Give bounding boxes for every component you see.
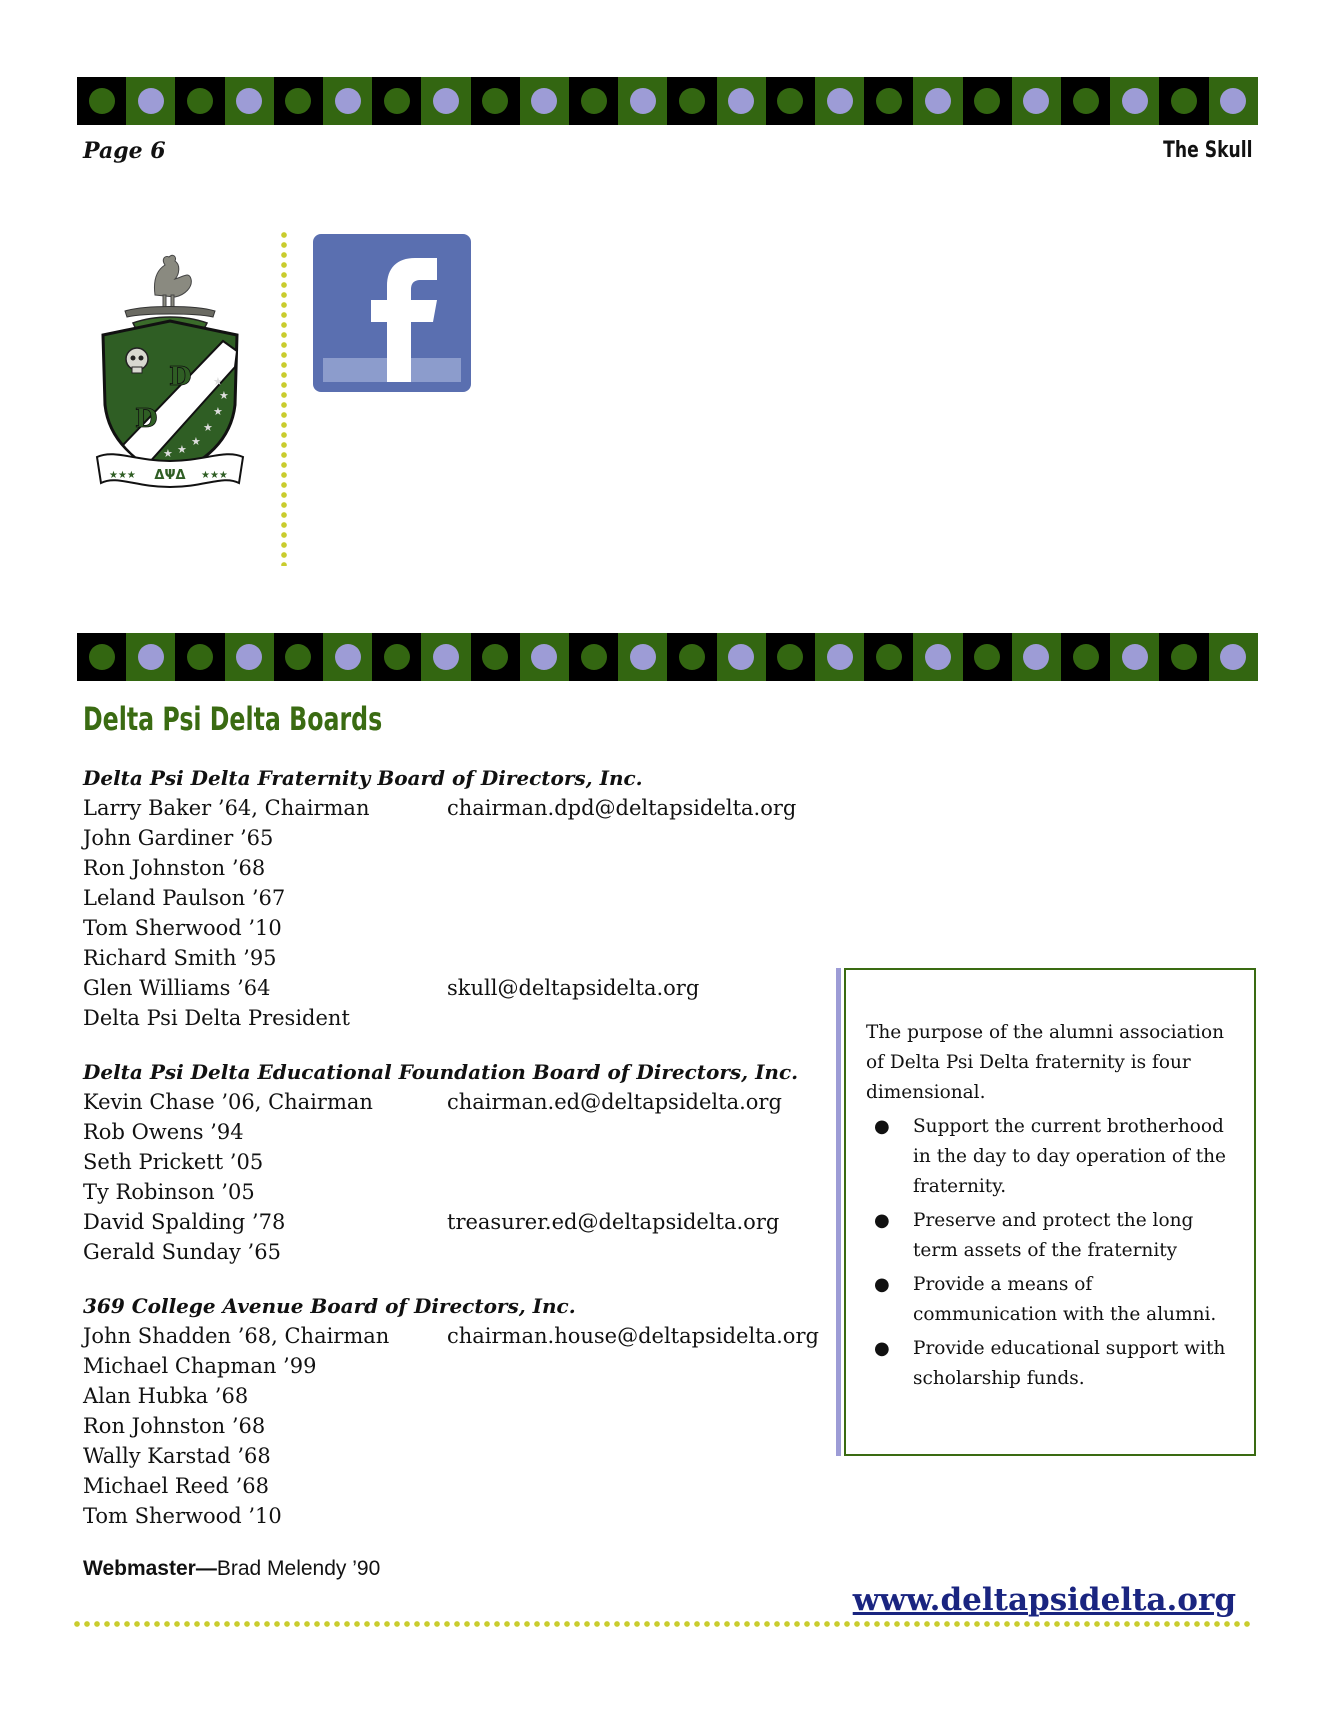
- member-row: [83, 1207, 843, 1237]
- band-dot-icon: [876, 88, 902, 114]
- purpose-box-frame: [844, 968, 1256, 1456]
- band-dot-icon: [433, 644, 459, 670]
- svg-text:★: ★: [213, 375, 223, 388]
- band-cell: [1012, 633, 1061, 681]
- band-cell: [372, 77, 421, 125]
- band-dot-icon: [974, 88, 1000, 114]
- band-cell: [126, 633, 175, 681]
- member-row: [83, 1471, 843, 1501]
- band-cell: [864, 633, 913, 681]
- band-cell: [323, 77, 372, 125]
- purpose-item-text: Provide a means of communication with the alumni.: [913, 1274, 1217, 1325]
- board-title: Delta Psi Delta Fraternity Board of Directors, Inc.: [83, 766, 643, 790]
- member-row: [83, 913, 843, 943]
- board-title: 369 College Avenue Board of Directors, Inc.: [83, 1294, 576, 1318]
- band-cell: [372, 633, 421, 681]
- member-name: Richard Smith ’95: [83, 946, 277, 970]
- band-dot-icon: [728, 644, 754, 670]
- band-cell: [1012, 77, 1061, 125]
- band-dot-icon: [1073, 88, 1099, 114]
- band-dot-icon: [777, 644, 803, 670]
- member-name: Ty Robinson ’05: [83, 1180, 255, 1204]
- vertical-dotted-divider: [280, 230, 288, 566]
- member-row: [83, 1321, 843, 1351]
- band-cell: [471, 77, 520, 125]
- band-cell: [1110, 633, 1159, 681]
- band-cell: [963, 633, 1012, 681]
- member-email[interactable]: chairman.ed@deltapsidelta.org: [447, 1090, 782, 1114]
- band-dot-icon: [335, 644, 361, 670]
- band-dot-icon: [1023, 644, 1049, 670]
- band-cell: [1209, 633, 1258, 681]
- band-cell: [421, 77, 470, 125]
- band-cell: [963, 77, 1012, 125]
- band-cell: [815, 633, 864, 681]
- member-name: Tom Sherwood ’10: [83, 1504, 282, 1528]
- band-dot-icon: [531, 88, 557, 114]
- member-name: John Shadden ’68, Chairman: [83, 1324, 390, 1348]
- bullet-icon: ●: [874, 1116, 890, 1137]
- band-cell: [421, 633, 470, 681]
- band-cell: [274, 77, 323, 125]
- svg-text:★: ★: [191, 435, 201, 448]
- bullet-icon: ●: [874, 1274, 890, 1295]
- band-cell: [717, 77, 766, 125]
- band-dot-icon: [876, 644, 902, 670]
- member-name: John Gardiner ’65: [83, 826, 274, 850]
- band-dot-icon: [482, 88, 508, 114]
- band-cell: [175, 633, 224, 681]
- member-row: [83, 1147, 843, 1177]
- member-name: Rob Owens ’94: [83, 1120, 244, 1144]
- member-row: [83, 1117, 843, 1147]
- member-row: [83, 1441, 843, 1471]
- board-spacer: [83, 1033, 843, 1057]
- band-dot-icon: [679, 88, 705, 114]
- band-dot-icon: [433, 88, 459, 114]
- band-cell: [864, 77, 913, 125]
- member-row: [83, 1351, 843, 1381]
- board-title: Delta Psi Delta Educational Foundation Board of Directors, Inc.: [83, 1060, 799, 1084]
- band-dot-icon: [138, 644, 164, 670]
- member-row: [83, 1087, 843, 1117]
- band-dot-icon: [925, 88, 951, 114]
- svg-text:★: ★: [213, 405, 223, 418]
- purpose-item-text: Preserve and protect the long term assets of the fraternity: [913, 1210, 1194, 1261]
- member-name: David Spalding ’78: [83, 1210, 286, 1234]
- band-dot-icon: [679, 644, 705, 670]
- band-cell: [913, 633, 962, 681]
- purpose-item-text: Support the current brotherhood in the day to day operation of the fraternity.: [913, 1116, 1227, 1197]
- band-dot-icon: [482, 644, 508, 670]
- band-dot-icon: [827, 88, 853, 114]
- band-cell: [667, 77, 716, 125]
- purpose-box-stripe: [836, 968, 841, 1456]
- purpose-item: [866, 1334, 1240, 1394]
- band-dot-icon: [1122, 644, 1148, 670]
- member-row: [83, 943, 843, 973]
- section-title: Delta Psi Delta Boards: [83, 700, 383, 738]
- band-cell: [274, 633, 323, 681]
- board-spacer: [83, 1267, 843, 1291]
- band-dot-icon: [1023, 88, 1049, 114]
- member-name: Larry Baker ’64, Chairman: [83, 796, 370, 820]
- purpose-item-text: Provide educational support with scholarship funds.: [913, 1338, 1226, 1389]
- band-cell: [815, 77, 864, 125]
- band-dot-icon: [285, 644, 311, 670]
- band-dot-icon: [335, 88, 361, 114]
- band-cell: [1061, 633, 1110, 681]
- member-name: Tom Sherwood ’10: [83, 916, 282, 940]
- member-row: [83, 1501, 843, 1531]
- member-row: [83, 973, 843, 1003]
- band-dot-icon: [630, 88, 656, 114]
- member-row: [83, 823, 843, 853]
- top-decorative-band: [77, 77, 1258, 125]
- member-email[interactable]: chairman.dpd@deltapsidelta.org: [447, 796, 797, 820]
- band-dot-icon: [187, 644, 213, 670]
- horizontal-dotted-divider: [72, 1620, 1250, 1628]
- crest-motto: ΔΨΔ: [154, 468, 186, 483]
- band-cell: [1061, 77, 1110, 125]
- band-dot-icon: [1220, 88, 1246, 114]
- member-name: Michael Reed ’68: [83, 1474, 270, 1498]
- band-dot-icon: [1171, 88, 1197, 114]
- band-cell: [225, 633, 274, 681]
- member-row: [83, 853, 843, 883]
- band-cell: [126, 77, 175, 125]
- svg-text:★: ★: [177, 443, 187, 456]
- member-email[interactable]: treasurer.ed@deltapsidelta.org: [447, 1210, 780, 1234]
- purpose-box: [836, 968, 1256, 1456]
- purpose-item: [866, 1112, 1240, 1202]
- member-row: [83, 1381, 843, 1411]
- band-cell: [1110, 77, 1159, 125]
- band-cell: [77, 77, 126, 125]
- crest-icon: [95, 235, 245, 497]
- band-dot-icon: [236, 88, 262, 114]
- band-dot-icon: [89, 644, 115, 670]
- band-cell: [1209, 77, 1258, 125]
- band-dot-icon: [728, 88, 754, 114]
- member-name: Alan Hubka ’68: [83, 1384, 249, 1408]
- member-name: Ron Johnston ’68: [83, 856, 266, 880]
- member-row: [83, 1411, 843, 1441]
- band-dot-icon: [777, 88, 803, 114]
- webmaster-name: Brad Melendy ’90: [216, 1557, 381, 1580]
- svg-text:★★★: ★★★: [109, 470, 136, 481]
- band-cell: [471, 633, 520, 681]
- band-dot-icon: [925, 644, 951, 670]
- middle-decorative-band: [77, 633, 1258, 681]
- member-name: Michael Chapman ’99: [83, 1354, 317, 1378]
- member-name: Delta Psi Delta President: [83, 1006, 350, 1030]
- member-email[interactable]: skull@deltapsidelta.org: [447, 976, 700, 1000]
- band-cell: [913, 77, 962, 125]
- member-row: [83, 793, 843, 823]
- band-dot-icon: [187, 88, 213, 114]
- band-dot-icon: [1073, 644, 1099, 670]
- band-dot-icon: [974, 644, 1000, 670]
- boards-list: [83, 763, 843, 1531]
- member-email[interactable]: chairman.house@deltapsidelta.org: [447, 1324, 819, 1348]
- band-cell: [618, 633, 667, 681]
- svg-text:★★★: ★★★: [201, 470, 228, 481]
- band-dot-icon: [1220, 644, 1246, 670]
- page-number: Page 6: [83, 138, 166, 164]
- purpose-list: [866, 1112, 1240, 1394]
- band-dot-icon: [1171, 644, 1197, 670]
- band-dot-icon: [630, 644, 656, 670]
- purpose-item: [866, 1206, 1240, 1266]
- member-name: Glen Williams ’64: [83, 976, 271, 1000]
- member-row: [83, 1003, 843, 1033]
- member-name: Ron Johnston ’68: [83, 1414, 266, 1438]
- member-name: Gerald Sunday ’65: [83, 1240, 281, 1264]
- band-cell: [175, 77, 224, 125]
- band-cell: [766, 633, 815, 681]
- band-cell: [618, 77, 667, 125]
- band-dot-icon: [1122, 88, 1148, 114]
- website-link[interactable]: www.deltapsidelta.org: [852, 1582, 1236, 1618]
- band-cell: [77, 633, 126, 681]
- band-dot-icon: [89, 88, 115, 114]
- facebook-icon[interactable]: [313, 234, 471, 392]
- svg-text:D: D: [135, 404, 158, 434]
- newsletter-name: The Skull: [1162, 138, 1252, 163]
- member-row: [83, 1177, 843, 1207]
- member-name: Kevin Chase ’06, Chairman: [83, 1090, 373, 1114]
- svg-text:★: ★: [163, 447, 173, 460]
- band-dot-icon: [384, 88, 410, 114]
- band-dot-icon: [531, 644, 557, 670]
- band-cell: [667, 633, 716, 681]
- band-cell: [225, 77, 274, 125]
- band-cell: [569, 633, 618, 681]
- purpose-item: [866, 1270, 1240, 1330]
- member-name: Wally Karstad ’68: [83, 1444, 271, 1468]
- bullet-icon: ●: [874, 1338, 890, 1359]
- band-cell: [717, 633, 766, 681]
- band-dot-icon: [138, 88, 164, 114]
- bullet-icon: ●: [874, 1210, 890, 1231]
- band-cell: [520, 633, 569, 681]
- band-cell: [569, 77, 618, 125]
- member-row: [83, 883, 843, 913]
- svg-text:★: ★: [203, 421, 213, 434]
- purpose-intro: The purpose of the alumni association of Delta Psi Delta fraternity is four dimensional.: [866, 1022, 1225, 1103]
- band-cell: [1159, 633, 1208, 681]
- band-dot-icon: [236, 644, 262, 670]
- webmaster-credit: [83, 1557, 380, 1581]
- band-dot-icon: [285, 88, 311, 114]
- svg-text:★: ★: [219, 389, 229, 402]
- band-dot-icon: [827, 644, 853, 670]
- svg-text:D: D: [169, 362, 192, 392]
- band-cell: [520, 77, 569, 125]
- webmaster-label: Webmaster—: [83, 1557, 217, 1580]
- band-dot-icon: [581, 88, 607, 114]
- member-name: Leland Paulson ’67: [83, 886, 286, 910]
- band-cell: [766, 77, 815, 125]
- band-dot-icon: [384, 644, 410, 670]
- band-cell: [323, 633, 372, 681]
- band-dot-icon: [581, 644, 607, 670]
- member-row: [83, 1237, 843, 1267]
- member-name: Seth Prickett ’05: [83, 1150, 264, 1174]
- band-cell: [1159, 77, 1208, 125]
